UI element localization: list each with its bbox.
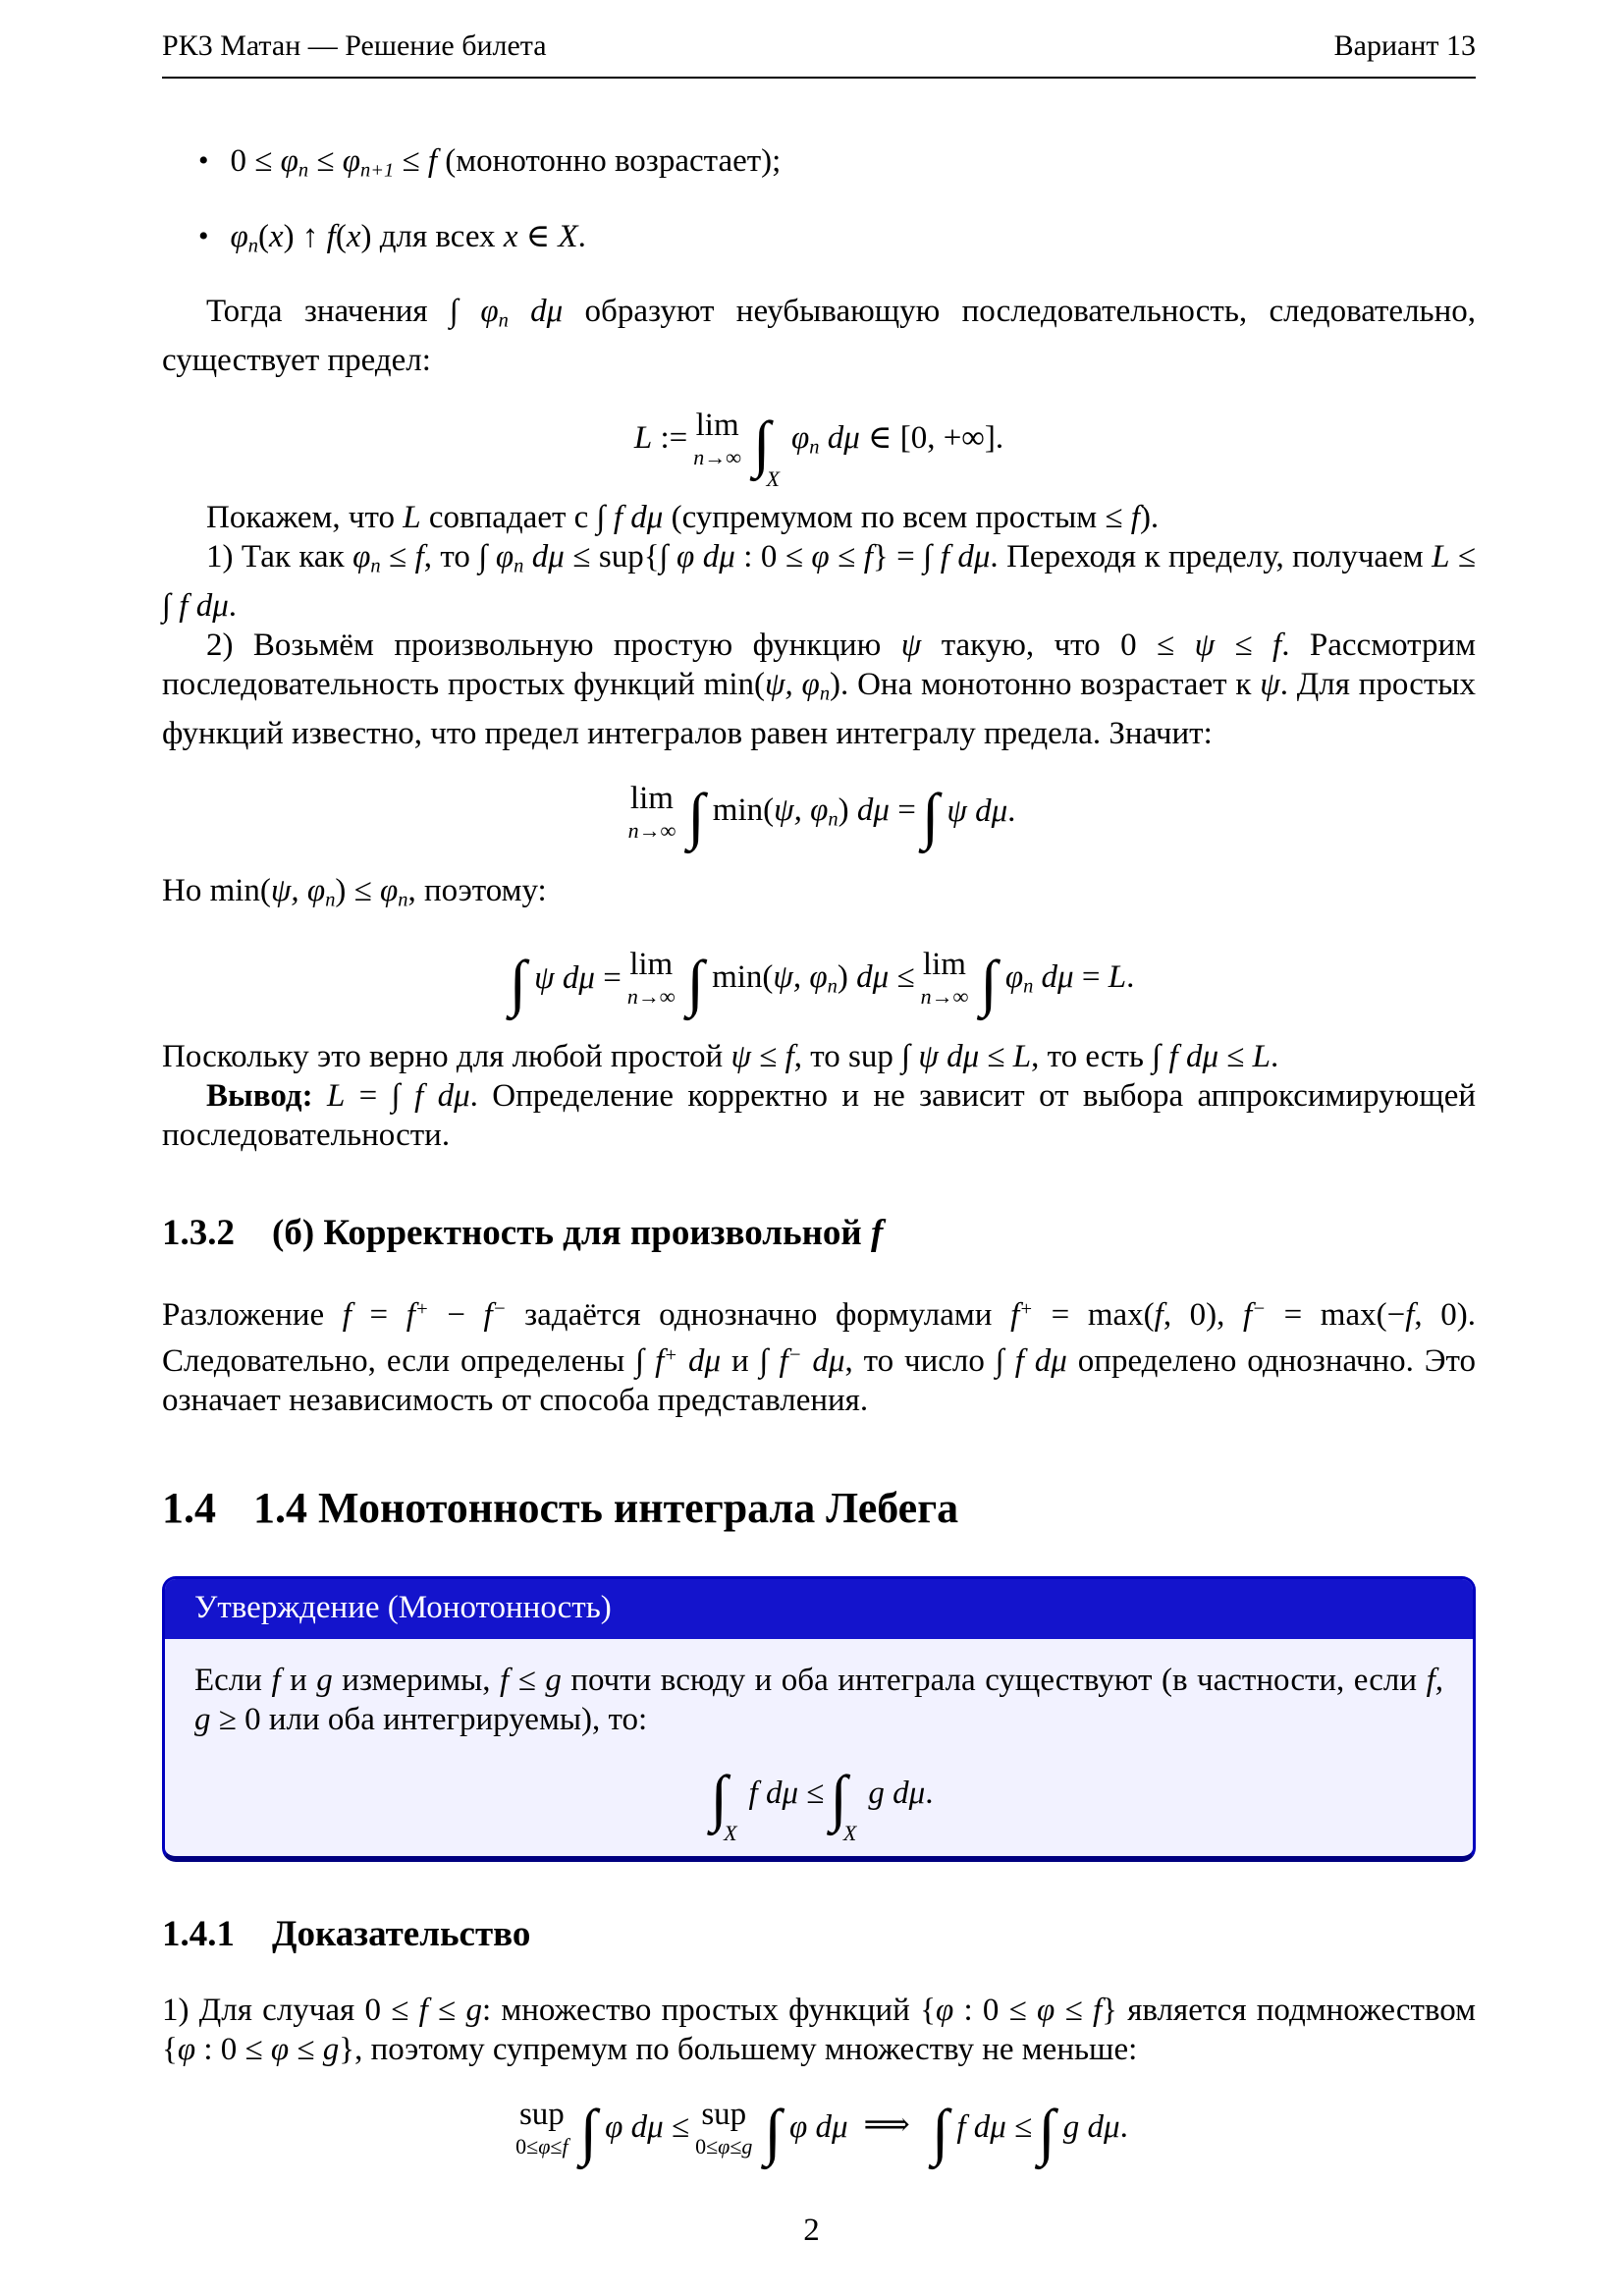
integral-subscript: X (724, 1820, 737, 1845)
integral-glyph: ∫ (921, 781, 940, 850)
formula-tail: ψ dμ. (947, 793, 1016, 829)
bullet-list (162, 141, 1476, 265)
sup-label: sup (518, 2096, 565, 2132)
integral-glyph: ∫ (764, 2097, 782, 2167)
integral-sign (830, 1762, 860, 1845)
section-heading-141 (162, 1913, 1476, 1955)
list-item (198, 141, 1476, 191)
integral-sign (710, 1762, 741, 1845)
implies-arrow-icon: ⟹ (863, 2107, 910, 2144)
integral-glyph: ∫ (980, 947, 998, 1017)
formula-rhs: $\varphi_n$ dμ ∈ [0, +∞]. (790, 419, 1004, 459)
section-heading-14 (162, 1483, 1476, 1533)
formula-part: f dμ ≤ (956, 2109, 1033, 2146)
integral-sign (764, 2097, 782, 2167)
integral-sign (921, 781, 940, 850)
display-formula-sup-comparison (162, 2096, 1476, 2167)
lim-subscript: n→∞ (920, 984, 969, 1010)
integral-glyph: ∫ (710, 1762, 729, 1832)
display-formula-limit-definition (162, 408, 1476, 491)
section-number: 1.4.1 (162, 1913, 235, 1954)
integral-sign (686, 947, 705, 1017)
sup-label: sup (701, 2096, 747, 2132)
theorem-box-title: Утверждение (Монотонность) (165, 1579, 1473, 1639)
formula-part: min(ψ, $\varphi_n$) dμ ≤ (712, 958, 915, 998)
bullet-icon: • (198, 219, 209, 252)
sup-subscript: 0≤φ≤g (695, 2133, 753, 2159)
limit-operator (627, 780, 676, 843)
bullet-text: $0 \le \varphi_n \le \varphi_{n+1} \le f$ (монотонно возрастает); (230, 143, 782, 182)
formula-part: φ dμ ≤ (605, 2109, 690, 2146)
sup-subscript: 0≤φ≤f (515, 2133, 568, 2159)
integral-glyph: ∫ (931, 2097, 949, 2167)
paragraph-dlya-sluchaya: 1) Для случая 0 ≤ f ≤ g: множество простых функций {φ : 0 ≤ φ ≤ f} является подмножеством {φ : 0 ≤ φ ≤ g}, поэтому супремум по большему множеству не меньше: (162, 1992, 1476, 2067)
integral-glyph: ∫ (509, 947, 527, 1017)
limit-operator (627, 949, 676, 1008)
display-formula-chain-inequality (162, 947, 1476, 1017)
section-title: Доказательство (272, 1913, 531, 1954)
sup-operator (695, 2096, 753, 2159)
display-formula-min-limit (162, 780, 1476, 850)
list-item (198, 217, 1476, 266)
lim-label: lim (629, 947, 674, 983)
theorem-box-body (165, 1639, 1473, 1856)
integral-glyph: ∫ (752, 408, 771, 478)
integral-sign (931, 2097, 949, 2167)
page-number: 2 (803, 2213, 820, 2248)
theorem-box-monotonicity (162, 1576, 1476, 1862)
header-left-title: РК3 Матан — Решение билета (162, 29, 547, 62)
integral-sign (980, 947, 998, 1017)
sup-operator (515, 2096, 568, 2159)
lim-label: lim (695, 408, 739, 444)
formula-part: φ dμ (788, 2109, 848, 2146)
display-formula-monotonicity (194, 1762, 1443, 1845)
page-header (162, 29, 1476, 79)
header-right-variant: Вариант 13 (1333, 29, 1476, 62)
lim-subscript: n→∞ (626, 984, 676, 1010)
lim-label: lim (922, 947, 966, 983)
formula-mid: min(ψ, $\varphi_n$) dμ = (712, 792, 916, 831)
lim-label: lim (629, 780, 674, 816)
section-number: 1.3.2 (162, 1213, 235, 1254)
formula-part: $\varphi_n$ dμ = L. (1004, 958, 1135, 998)
integral-glyph: ∫ (830, 1762, 847, 1832)
section-heading-132 (162, 1212, 1476, 1254)
integral-sign (509, 947, 527, 1017)
paragraph-togda: Тогда значения ∫ $\varphi_n$ dμ образуют неубывающую последовательность, следовательно, существует предел: (162, 294, 1476, 379)
paragraph-poskolku: Поскольку это верно для любой простой ψ ≤ f, то sup ∫ ψ dμ ≤ L, то есть ∫ f dμ ≤ L. (162, 1039, 1279, 1075)
integral-subscript: X (766, 465, 780, 491)
integral-sign (579, 2097, 598, 2167)
limit-operator (693, 410, 741, 468)
paragraph-vyvod: Вывод: L = ∫ f dμ. Определение корректно и не зависит от выбора аппроксимирующей последовательности. (162, 1078, 1477, 1154)
section-title: 1.4 Монотонность интеграла Лебега (253, 1483, 959, 1532)
integral-subscript: X (842, 1820, 857, 1845)
paragraph-razlozhenie: Разложение f = f+ − f− задаётся однозначно формулами f+ = max(f, 0), f− = max(−f, 0). Следовательно, если определены ∫ f+ dμ и ∫ f− dμ, то число ∫ f dμ определено однозначно. Это означает независимость от способа представления. (162, 1297, 1477, 1418)
integral-glyph: ∫ (687, 781, 705, 850)
section-number: 1.4 (162, 1483, 216, 1532)
paragraph-case2: 2) Возьмём произвольную простую функцию ψ такую, что 0 ≤ ψ ≤ f. Рассмотрим последовательность простых функций min(ψ, $\varphi_n$). Она монотонно возрастает к ψ. Для простых функций известно, что предел интегралов равен интегралу предела. Значит: (162, 627, 1477, 751)
theorem-statement: Если f и g измеримы, f ≤ g почти всюду и оба интеграла существуют (в частности, если f, g ≥ 0 или оба интегрируемы), то: (194, 1662, 1443, 1737)
limit-operator (921, 949, 969, 1008)
section-title: (б) Корректность для произвольной f (272, 1213, 884, 1254)
integral-glyph: ∫ (686, 947, 705, 1017)
formula-part: f dμ ≤ (748, 1775, 825, 1811)
integral-glyph: ∫ (579, 2097, 598, 2167)
paragraph-pokazhem: Покажем, что L совпадает с ∫ f dμ (супремумом по всем простым ≤ f). (206, 500, 1160, 536)
lim-subscript: n→∞ (693, 445, 741, 470)
formula-part: ψ dμ = (534, 959, 622, 996)
integral-glyph: ∫ (1038, 2097, 1055, 2167)
bullet-text: $\varphi_n(x)$ ↑ f(x) для всех x ∈ X. (230, 218, 586, 257)
formula-lhs: L := (633, 420, 688, 457)
page-footer (0, 2213, 1623, 2249)
bullet-icon: • (198, 144, 209, 177)
lim-subscript: n→∞ (627, 817, 676, 843)
paragraph-no-min: Но min(ψ, $\varphi_n) \le \varphi_n$, поэтому: (162, 872, 547, 911)
paragraph-case1: 1) Так как $\varphi_n \le f$, то ∫ $\varphi_n$ dμ ≤ sup{∫ φ dμ : 0 ≤ φ ≤ f} = ∫ f dμ. Переходя к пределу, получаем L ≤ ∫ f dμ. (162, 539, 1476, 624)
formula-part: g dμ. (1062, 2109, 1128, 2146)
integral-sign (1038, 2097, 1055, 2167)
integral-sign (752, 408, 784, 491)
formula-part: g dμ. (868, 1775, 934, 1811)
integral-sign (687, 781, 705, 850)
